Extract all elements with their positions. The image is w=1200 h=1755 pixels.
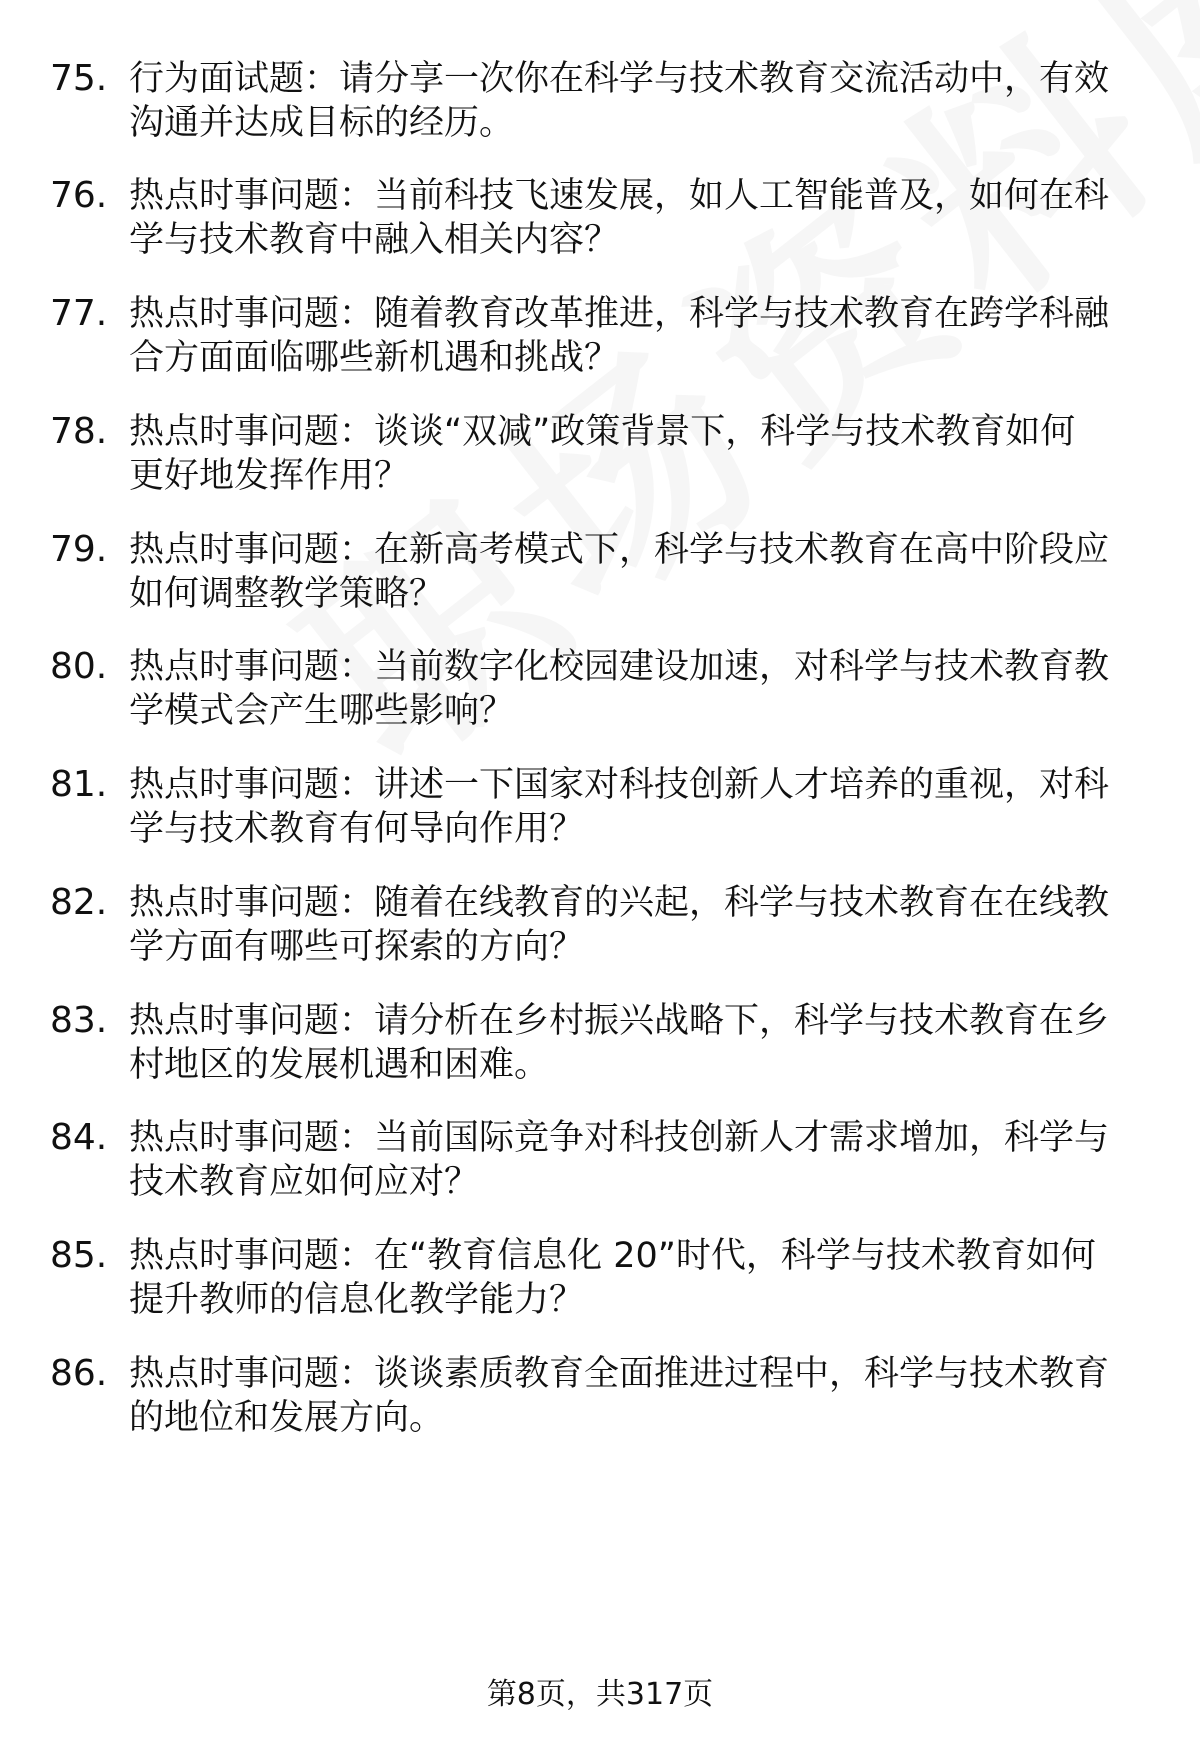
question-item [50,763,1160,853]
question-text [129,410,1200,498]
question-item [50,528,1160,618]
question-number: 80. [50,646,108,687]
question-line: 热点时事问题：当前数字化校园建设加速，对科学与技术教育教 [129,647,1110,687]
question-item [50,292,1160,382]
question-line: 学与技术教育中融入相关内容？ [129,220,620,260]
question-line: 村地区的发展机遇和困难。 [129,1045,550,1085]
question-number: 84. [50,1117,108,1158]
question-line: 学与技术教育有何导向作用？ [129,809,585,849]
question-item [50,1116,1160,1206]
question-text [129,174,1200,262]
question-item [50,881,1160,971]
question-text [129,763,1200,851]
question-number: 76. [50,175,108,216]
question-text [129,1116,1200,1204]
question-line: 更好地发挥作用？ [129,456,410,496]
question-number: 86. [50,1353,108,1394]
question-line: 热点时事问题：请分析在乡村振兴战略下，科学与技术教育在乡 [129,1001,1110,1041]
question-item [50,410,1160,500]
question-line: 技术教育应如何应对？ [129,1162,480,1202]
question-line: 的地位和发展方向。 [129,1398,445,1438]
question-number: 77. [50,293,108,334]
question-line: 热点时事问题：谈谈素质教育全面推进过程中，科学与技术教育 [129,1354,1110,1394]
question-line: 沟通并达成目标的经历。 [129,103,515,143]
question-text [129,1234,1200,1322]
question-line: 学模式会产生哪些影响？ [129,691,515,731]
question-text [129,999,1200,1087]
question-item [50,1352,1160,1442]
question-text [129,645,1200,733]
question-text [129,292,1200,380]
question-line: 学方面有哪些可探索的方向？ [129,927,585,967]
question-number: 85. [50,1235,108,1276]
question-item [50,645,1160,735]
question-text [129,528,1200,616]
question-text [129,57,1200,145]
question-line: 热点时事问题：当前国际竞争对科技创新人才需求增加，科学与 [129,1118,1110,1158]
question-line: 如何调整教学策略？ [129,574,445,614]
question-line: 热点时事问题：在“教育信息化 20”时代，科学与技术教育如何 [129,1236,1096,1276]
question-text [129,1352,1200,1440]
question-line: 提升教师的信息化教学能力？ [129,1280,585,1320]
question-item [50,999,1160,1089]
question-line: 热点时事问题：谈谈“双减”政策背景下，科学与技术教育如何 [129,412,1076,452]
question-item [50,174,1160,264]
question-line: 合方面面临哪些新机遇和挑战？ [129,338,620,378]
question-line: 热点时事问题：随着在线教育的兴起，科学与技术教育在在线教 [129,883,1110,923]
question-number: 78. [50,411,108,452]
question-number: 81. [50,764,108,805]
question-line: 热点时事问题：讲述一下国家对科技创新人才培养的重视，对科 [129,765,1110,805]
question-line: 热点时事问题：当前科技飞速发展，如人工智能普及，如何在科 [129,176,1110,216]
question-text [129,881,1200,969]
question-number: 82. [50,882,108,923]
page-footer: 第8页，共317页 [486,1677,714,1712]
question-number: 79. [50,529,108,570]
question-number: 83. [50,1000,108,1041]
question-line: 热点时事问题：在新高考模式下，科学与技术教育在高中阶段应 [129,530,1110,570]
question-item [50,1234,1160,1324]
question-number: 75. [50,58,108,99]
question-line: 热点时事问题：随着教育改革推进，科学与技术教育在跨学科融 [129,294,1110,334]
question-item [50,57,1160,147]
question-line: 行为面试题：请分享一次你在科学与技术教育交流活动中，有效 [129,59,1110,99]
